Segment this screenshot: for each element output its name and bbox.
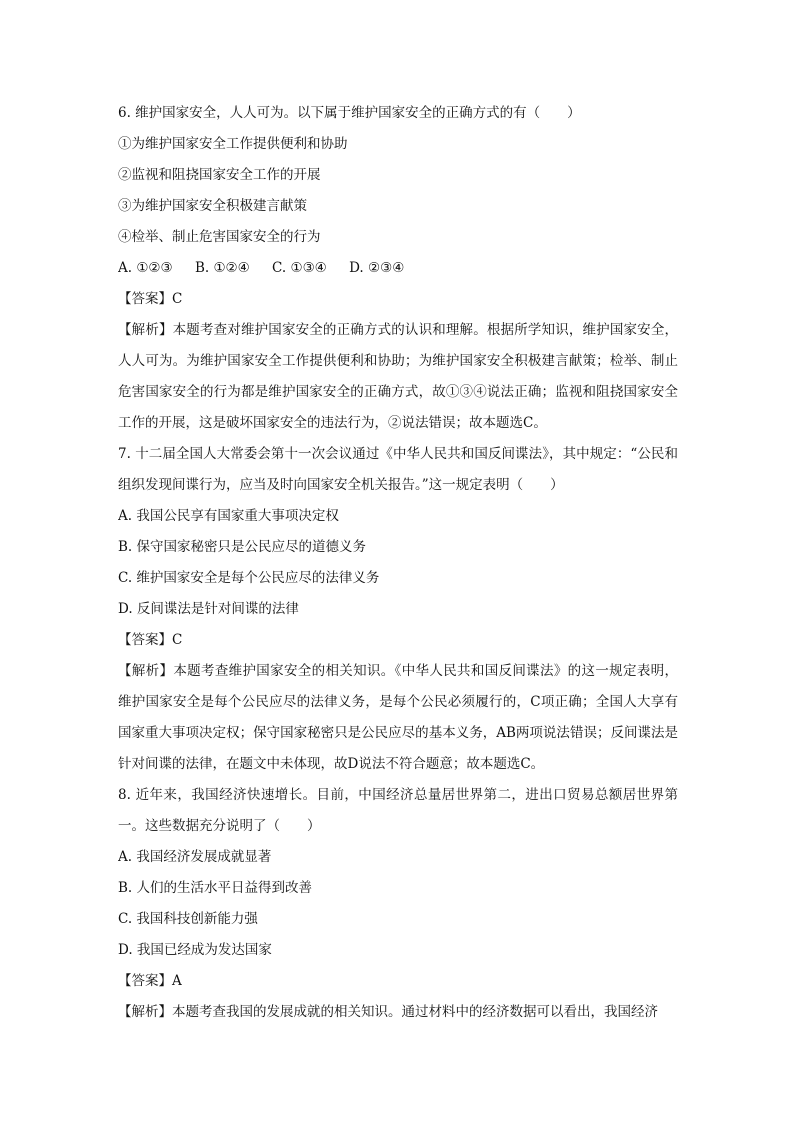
question-7-option-a: A. 我国公民享有国家重大事项决定权 xyxy=(118,508,339,524)
question-6-answer: 【答案】C xyxy=(118,291,183,307)
question-6-option-c: C. ①③④ xyxy=(272,260,327,276)
question-6-item-3: ③为维护国家安全积极建言献策 xyxy=(118,198,307,214)
question-6-option-d: D. ②③④ xyxy=(349,260,405,276)
question-7-option-c: C. 维护国家安全是每个公民应尽的法律义务 xyxy=(118,570,380,586)
question-7-option-d: D. 反间谍法是针对间谍的法律 xyxy=(118,601,299,617)
question-6-analysis: 【解析】本题考查对维护国家安全的正确方式的认识和理解。根据所学知识，维护国家安全，人人可为。为维护国家安全工作提供便利和协助；为维护国家安全积极建言献策；检举、制止危害国家安全的行为都是维护国家安全的正确方式，故①③④说法正确；监视和阻挠国家安全工作的开展，这是破坏国家安全的违法行为，②说法错误；故本题选C。 xyxy=(118,322,678,431)
question-8-answer: 【答案】A xyxy=(118,973,182,989)
question-6-option-b: B. ①②④ xyxy=(194,260,250,276)
question-8-option-a: A. 我国经济发展成就显著 xyxy=(118,849,272,865)
question-6-item-4: ④检举、制止危害国家安全的行为 xyxy=(118,229,321,245)
document-content xyxy=(118,98,678,1028)
question-8-option-b: B. 人们的生活水平日益得到改善 xyxy=(118,880,313,896)
question-8-analysis: 【解析】本题考查我国的发展成就的相关知识。通过材料中的经济数据可以看出，我国经济 xyxy=(118,1004,658,1020)
question-8-option-c: C. 我国科技创新能力强 xyxy=(118,911,258,927)
question-7-option-b: B. 保守国家秘密只是公民应尽的道德义务 xyxy=(118,539,367,555)
question-7-stem: 7. 十二届全国人大常委会第十一次会议通过《中华人民共和国反间谍法》，其中规定：“公民和组织发现间谍行为，应当及时向国家安全机关报告。”这一规定表明（ ） xyxy=(118,446,678,493)
question-7-answer: 【答案】C xyxy=(118,632,183,648)
question-6-options xyxy=(118,253,678,284)
question-6-stem: 6. 维护国家安全，人人可为。以下属于维护国家安全的正确方式的有（ ） xyxy=(118,105,581,121)
question-8-stem: 8. 近年来，我国经济快速增长。目前，中国经济总量居世界第二，进出口贸易总额居世界第一。这些数据充分说明了（ ） xyxy=(118,787,678,834)
question-6-item-2: ②监视和阻挠国家安全工作的开展 xyxy=(118,167,321,183)
question-7-analysis: 【解析】本题考查维护国家安全的相关知识。《中华人民共和国反间谍法》的这一规定表明，维护国家安全是每个公民应尽的法律义务，是每个公民必须履行的，C项正确；全国人大享有国家重大事项决定权；保守国家秘密只是公民应尽的基本义务，AB两项说法错误；反间谍法是针对间谍的法律，在题文中未体现，故D说法不符合题意；故本题选C。 xyxy=(118,663,678,772)
question-6-item-1: ①为维护国家安全工作提供便利和协助 xyxy=(118,136,348,152)
question-8-option-d: D. 我国已经成为发达国家 xyxy=(118,942,272,958)
question-6-option-a: A. ①②③ xyxy=(118,260,173,276)
